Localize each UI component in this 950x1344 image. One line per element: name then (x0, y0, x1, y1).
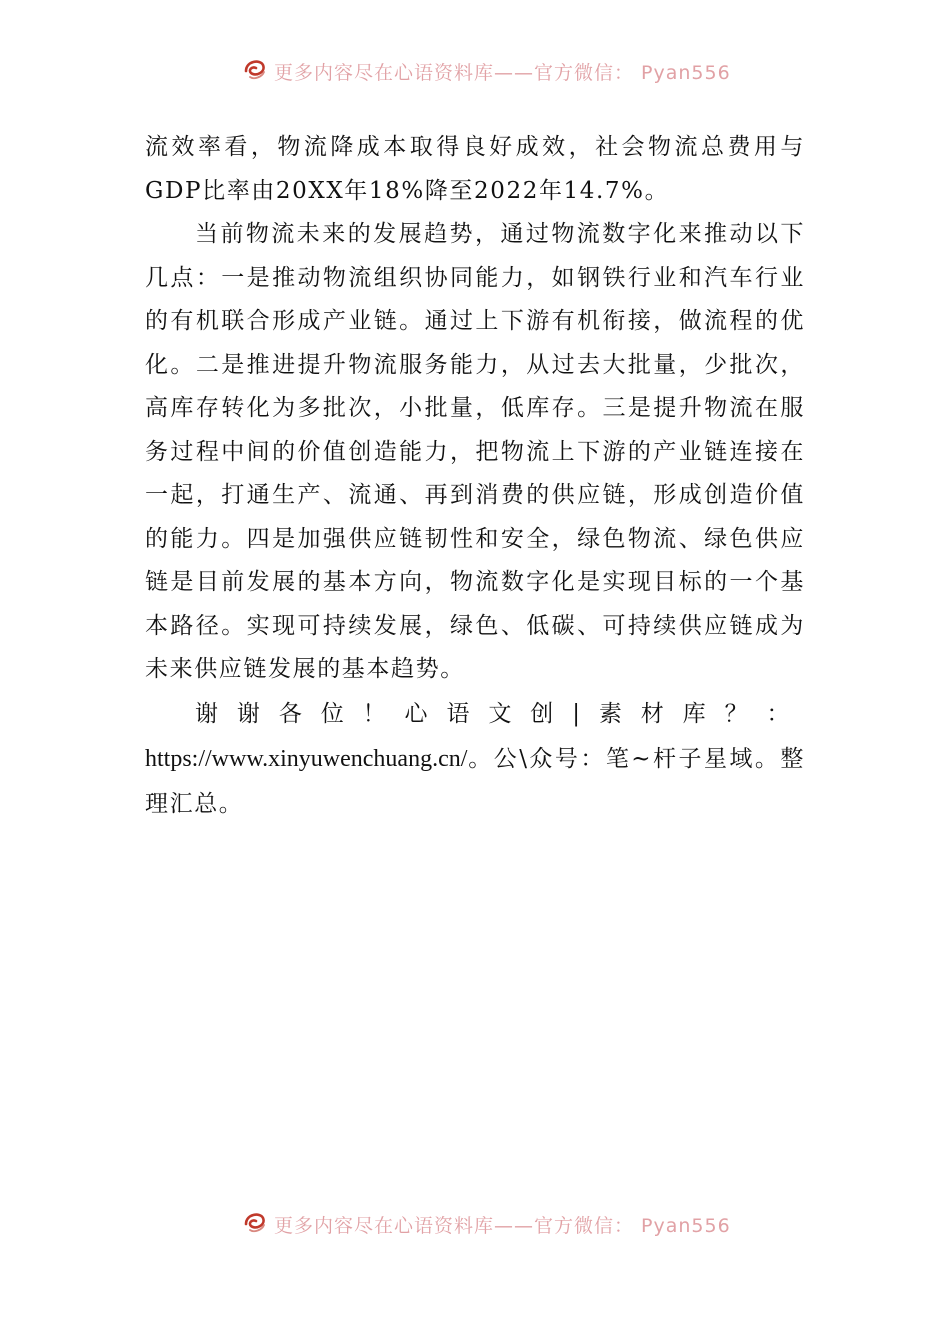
header-watermark-text: 更多内容尽在心语资料库——官方微信： Pyan556 (274, 62, 731, 84)
red-swirl-logo-icon (242, 55, 268, 81)
resource-link[interactable]: https://www.xinyuwenchuang.cn/ (145, 745, 468, 772)
paragraph-logistics-cost: 流效率看，物流降成本取得良好成效，社会物流总费用与GDP比率由20XX年18%降至2022年14.7%。 (145, 134, 805, 204)
header-watermark (0, 54, 950, 84)
red-swirl-logo-icon (242, 1208, 268, 1234)
footer-watermark-text: 更多内容尽在心语资料库——官方微信： Pyan556 (274, 1215, 731, 1237)
thanks-note (145, 692, 805, 827)
document-body (145, 126, 805, 827)
thanks-tail: 。公\众号：笔~杆子星域。整理汇总。 (145, 745, 805, 817)
thanks-heading: 谢谢各位！心语文创|素材库？： (195, 700, 805, 727)
footer-watermark (0, 1207, 950, 1237)
paragraph-logistics-trends: 当前物流未来的发展趋势，通过物流数字化来推动以下几点：一是推动物流组织协同能力，如钢铁行业和汽车行业的有机联合形成产业链。通过上下游有机衔接，做流程的优化。二是推进提升物流服务能力，从过去大批量，少批次，高库存转化为多批次，小批量，低库存。三是提升物流在服务过程中间的价值创造能力，把物流上下游的产业链连接在一起，打通生产、流通、再到消费的供应链，形成创造价值的能力。四是加强供应链韧性和安全，绿色物流、绿色供应链是目前发展的基本方向，物流数字化是实现目标的一个基本路径。实现可持续发展，绿色、低碳、可持续供应链成为未来供应链发展的基本趋势。 (145, 221, 805, 682)
